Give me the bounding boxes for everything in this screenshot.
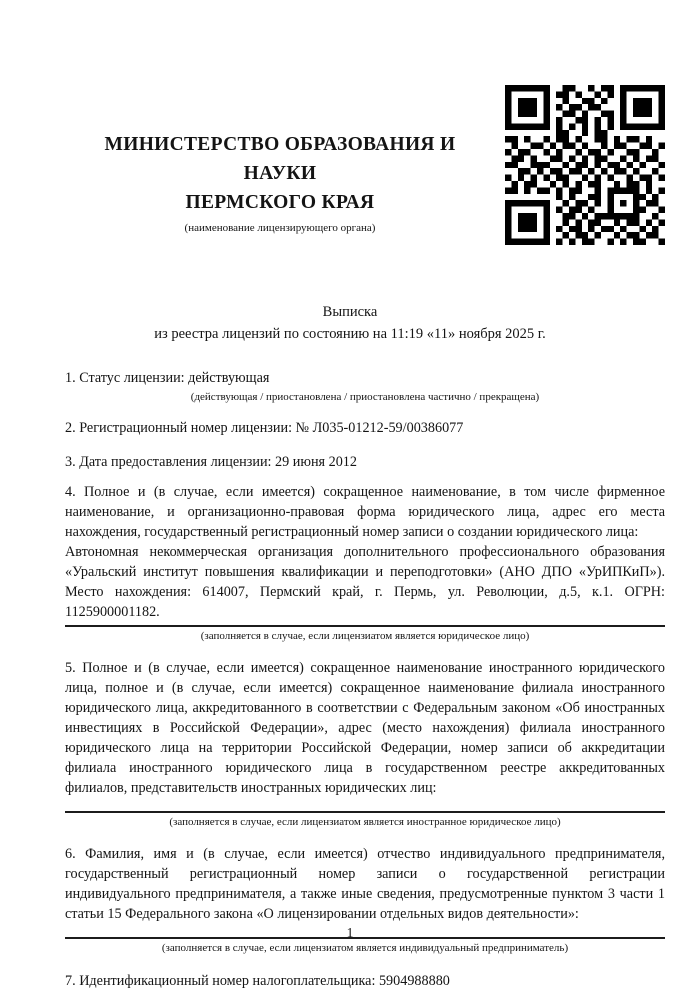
item-registration-number xyxy=(65,418,665,438)
item-legal-entity xyxy=(65,482,665,643)
item-individual-entrepreneur-text: 6. Фамилия, имя и (в случае, если имеется) отчество индивидуального предпринимателя, государственный регистрационный номер записи о государственной регистрации индивидуального предпринимателя, а также иные сведения, предусмотренные пунктом 3 части 1 статьи 15 Федерального закона «О лицензировании отдельных видов деятельности»: xyxy=(65,846,665,922)
ministry-caption: (наименование лицензирующего органа) xyxy=(184,222,376,234)
item-legal-entity-answer: Автономная некоммерческая организация дополнительного профессионального образования «Уральский институт повышения квалификации и переподготовки» (АНО ДПО «УрИПКиП»). Место нахождения: 614007, Пермский край, г. Пермь, ул. Революции, д.5, к.1. ОГРН: 1125900001182. xyxy=(65,544,665,620)
qr-code-icon xyxy=(505,85,665,245)
item-taxpayer-number xyxy=(65,971,665,989)
item-license-status-text: 1. Статус лицензии: действующая xyxy=(65,370,270,386)
page-number: 1 xyxy=(346,925,354,940)
document-title xyxy=(50,301,650,345)
document-body xyxy=(65,368,665,989)
ministry-name-line2: ПЕРМСКОГО КРАЯ xyxy=(185,192,375,213)
fill-in-line xyxy=(65,811,665,813)
item-foreign-entity xyxy=(65,658,665,829)
item-legal-entity-note: (заполняется в случае, если лицензиатом является юридическое лицо) xyxy=(200,630,530,642)
item-license-status-note: (действующая / приостановлена / приостановлена частично / прекращена) xyxy=(190,391,540,403)
item-taxpayer-number-text: 7. Идентификационный номер налогоплательщика: 5904988880 xyxy=(65,973,450,989)
item-foreign-entity-note: (заполняется в случае, если лицензиатом является иностранное юридическое лицо) xyxy=(169,816,561,828)
issuing-authority-header xyxy=(68,130,492,235)
item-license-status xyxy=(65,368,665,404)
ministry-name-line1: МИНИСТЕРСТВО ОБРАЗОВАНИЯ И НАУКИ xyxy=(104,134,456,184)
item-grant-date xyxy=(65,452,665,472)
document-title-line2: из реестра лицензий по состоянию на 11:19 «11» ноября 2025 г. xyxy=(154,326,546,342)
item-grant-date-text: 3. Дата предоставления лицензии: 29 июня 2012 xyxy=(65,454,357,470)
document-title-line1: Выписка xyxy=(322,304,378,320)
item-foreign-entity-text: 5. Полное и (в случае, если имеется) сокращенное наименование иностранного юридического лица, полное и (в случае, если имеется) сокращенное наименование филиала иностранного юридического лица, аккредитованного в соответствии с Федеральным законом «Об иностранных инвестициях в Российской Федерации», адрес (место нахождения) филиала иностранного юридического лица на территории Российской Федерации, номер записи об аккредитации филиала иностранного юридического лица в государственном реестре аккредитованных филиалов, представительств иностранных юридических лиц: xyxy=(65,660,665,796)
fill-in-line xyxy=(65,625,665,627)
item-registration-number-text: 2. Регистрационный номер лицензии: № Л035-01212-59/00386077 xyxy=(65,420,464,436)
item-individual-entrepreneur-note: (заполняется в случае, если лицензиатом является индивидуальный предприниматель) xyxy=(161,942,569,954)
item-legal-entity-text: 4. Полное и (в случае, если имеется) сокращенное наименование, в том числе фирменное наименование, и организационно-правовая форма юридического лица, адрес его места нахождения, государственный регистрационный номер записи о создании юридического лица: xyxy=(65,484,665,540)
